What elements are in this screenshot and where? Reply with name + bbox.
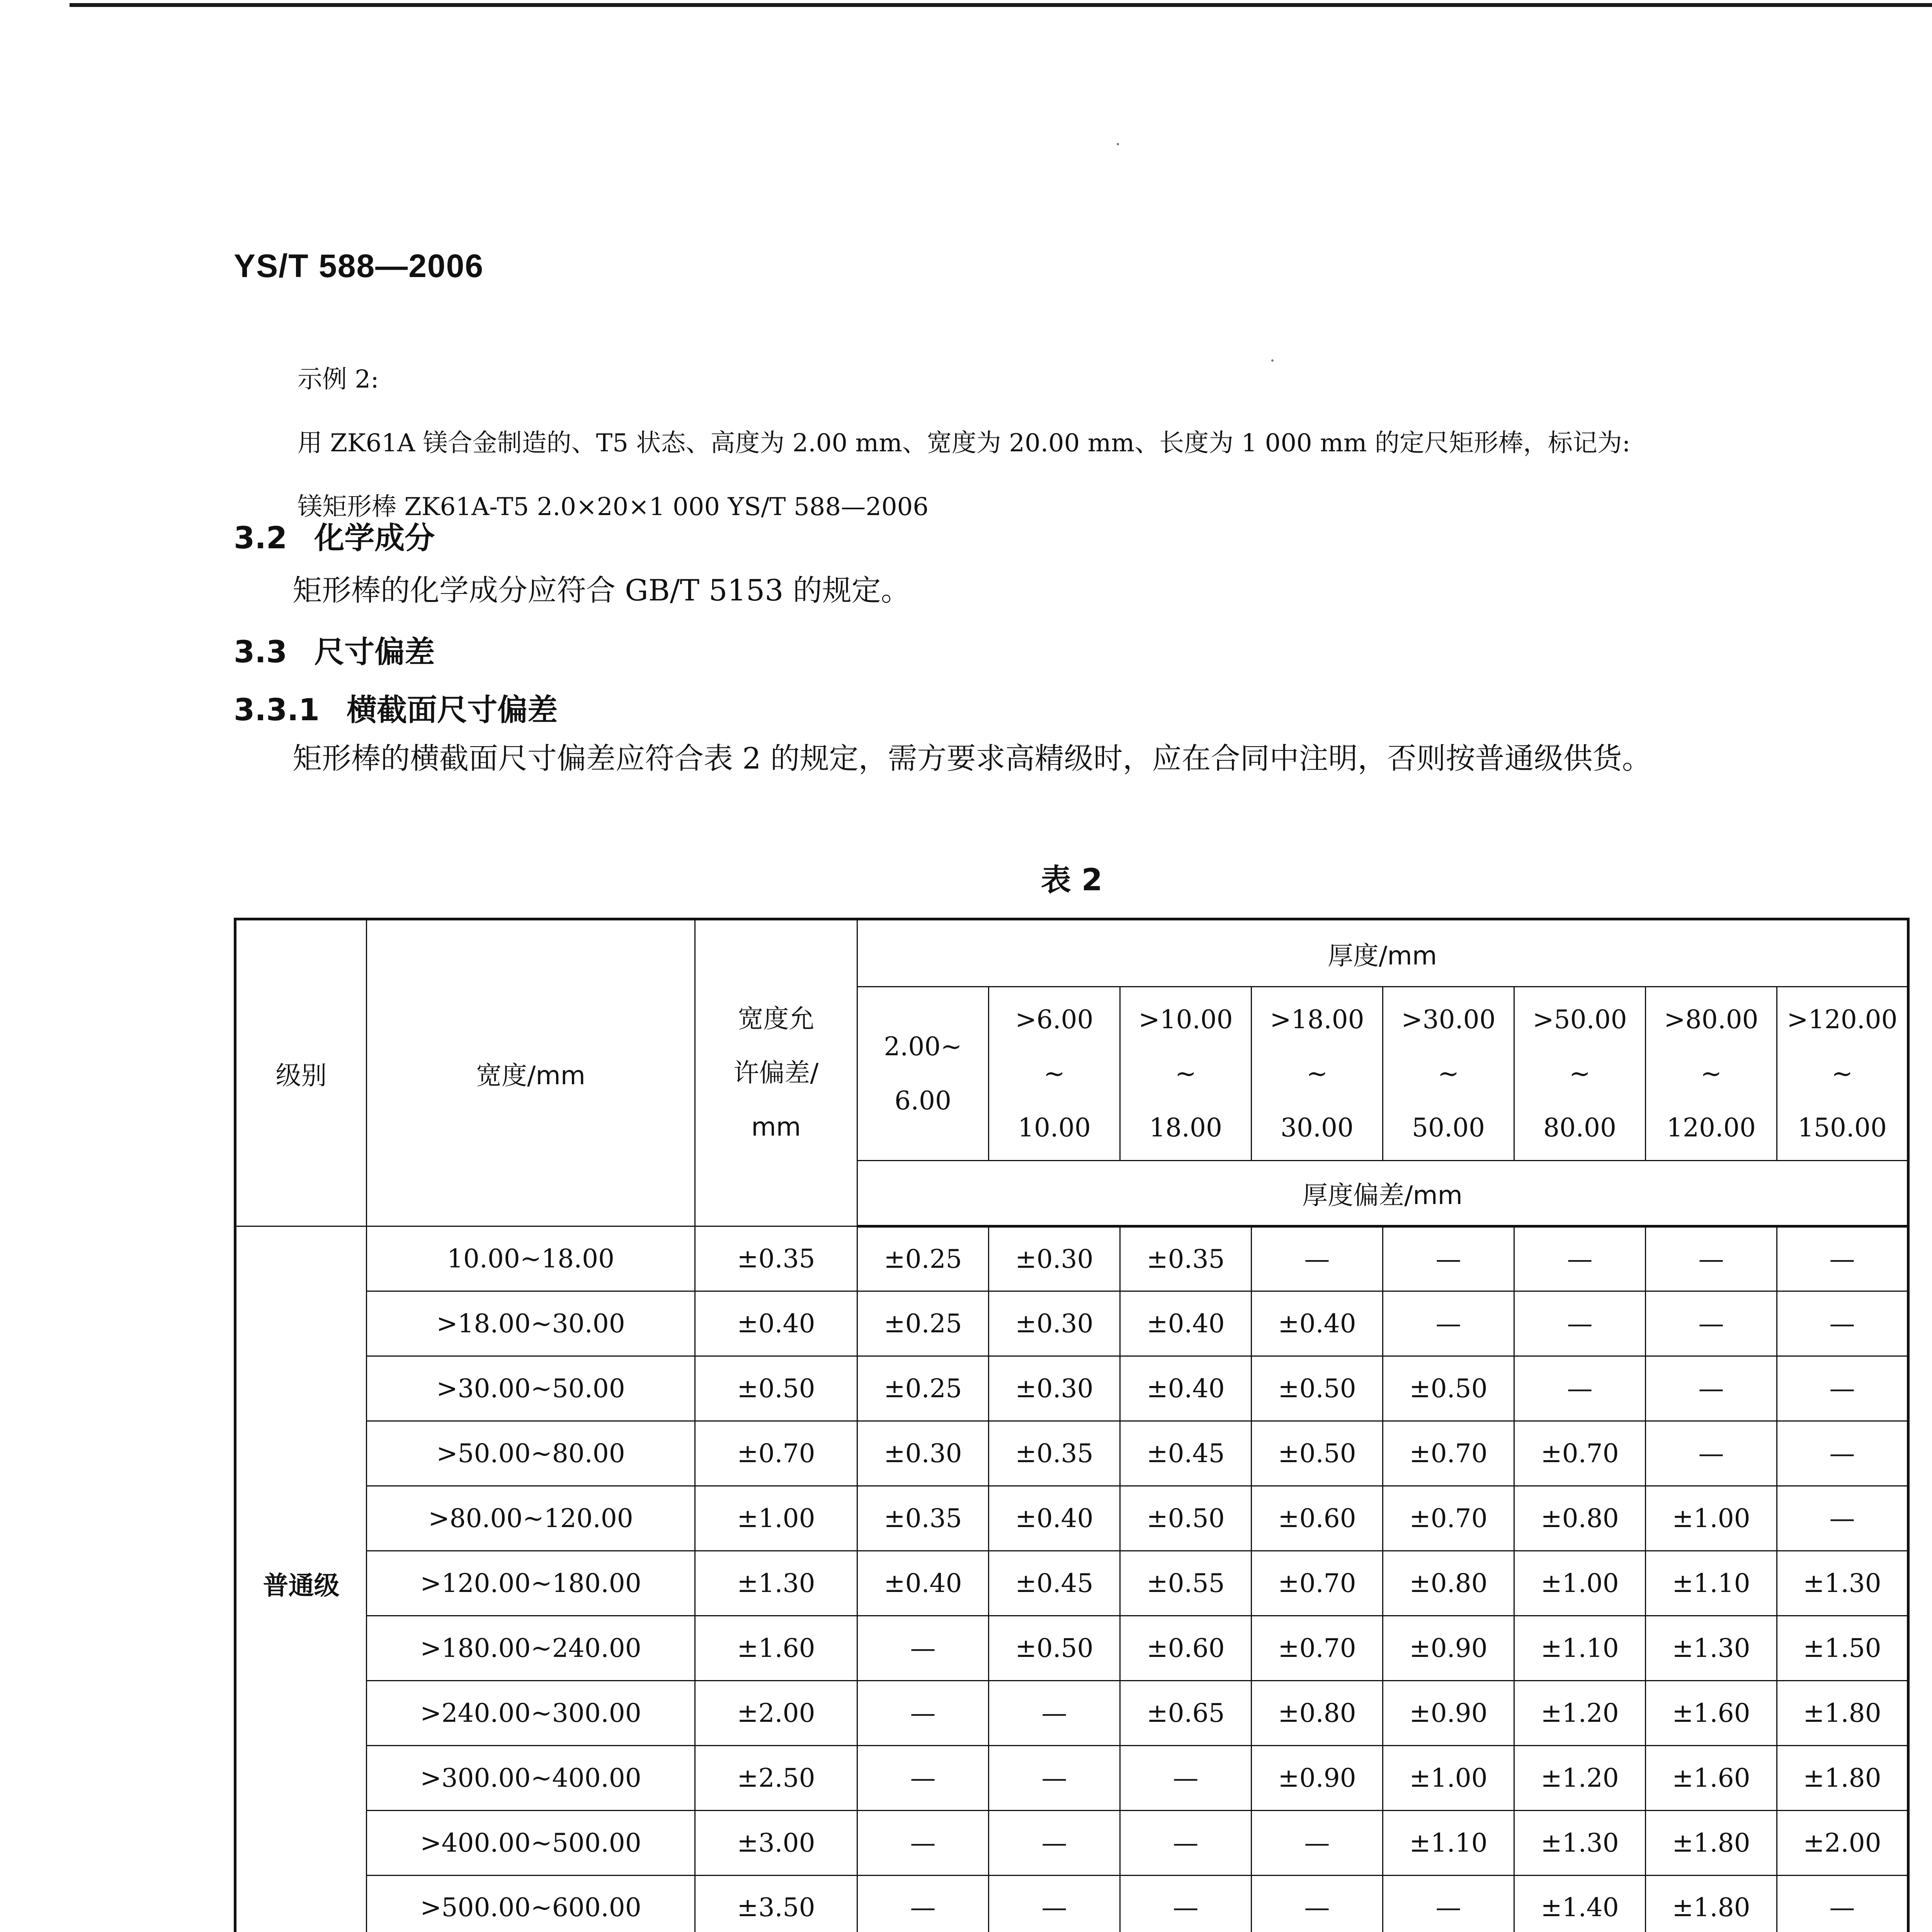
thickness-tolerance-cell: ±1.00 xyxy=(1514,1551,1646,1616)
width-range-cell: >50.00~80.00 xyxy=(367,1421,695,1486)
thickness-tolerance-cell: ±0.70 xyxy=(1514,1421,1646,1486)
section-text-3-3-1: 矩形棒的横截面尺寸偏差应符合表 2 的规定，需方要求高精级时，应在合同中注明，否则按普通级供货。 xyxy=(293,741,1651,776)
thickness-tolerance-cell: — xyxy=(857,1746,989,1811)
thickness-tolerance-cell: ±1.30 xyxy=(1514,1811,1646,1876)
scan-speck xyxy=(1271,359,1274,362)
thickness-tolerance-cell: ±0.50 xyxy=(1252,1356,1383,1421)
thickness-tolerance-cell: — xyxy=(1777,1486,1908,1551)
thickness-tolerance-cell: ±1.80 xyxy=(1777,1746,1908,1811)
thickness-tolerance-cell: ±1.30 xyxy=(1777,1551,1908,1616)
thickness-tolerance-cell: — xyxy=(1514,1356,1646,1421)
thickness-tolerance-cell: — xyxy=(857,1616,989,1681)
thickness-tolerance-cell: ±1.40 xyxy=(1514,1876,1646,1932)
header-width: 宽度/mm xyxy=(367,919,695,1226)
thickness-tolerance-cell: — xyxy=(1383,1291,1514,1356)
thickness-tolerance-cell: ±1.00 xyxy=(1383,1746,1514,1811)
header-thickness-tolerance: 厚度偏差/mm xyxy=(857,1161,1908,1226)
thickness-tolerance-cell: ±0.70 xyxy=(1252,1551,1383,1616)
thickness-tolerance-cell: ±1.10 xyxy=(1646,1551,1777,1616)
thickness-tolerance-cell: — xyxy=(1252,1876,1383,1932)
width-tolerance-cell: ±0.35 xyxy=(695,1226,857,1291)
width-range-cell: >80.00~120.00 xyxy=(367,1486,695,1551)
thickness-tolerance-cell: — xyxy=(1777,1226,1908,1291)
thickness-tolerance-cell: ±2.00 xyxy=(1777,1811,1908,1876)
thickness-tolerance-cell: — xyxy=(989,1681,1120,1746)
thickness-tolerance-cell: ±0.90 xyxy=(1383,1681,1514,1746)
example-line-2: 镁矩形棒 ZK61A-T5 2.0×20×1 000 YS/T 588—2006 xyxy=(298,493,929,521)
width-tolerance-cell: ±3.50 xyxy=(695,1876,857,1932)
range-line: ~ xyxy=(1700,1058,1722,1088)
width-range-cell: >500.00~600.00 xyxy=(367,1876,695,1932)
thickness-tolerance-cell: — xyxy=(1777,1291,1908,1356)
thickness-range-7 xyxy=(1646,987,1777,1161)
table-row xyxy=(235,1616,1908,1681)
thickness-tolerance-cell: ±0.30 xyxy=(989,1291,1120,1356)
thickness-tolerance-cell: ±0.40 xyxy=(989,1486,1120,1551)
width-range-cell: 10.00~18.00 xyxy=(367,1226,695,1291)
thickness-range-8 xyxy=(1777,987,1908,1161)
thickness-tolerance-cell: ±0.40 xyxy=(1252,1291,1383,1356)
thickness-range-5 xyxy=(1383,987,1514,1161)
thickness-tolerance-cell: — xyxy=(1777,1356,1908,1421)
thickness-tolerance-cell: ±1.80 xyxy=(1646,1811,1777,1876)
width-tolerance-cell: ±1.60 xyxy=(695,1616,857,1681)
range-line: >30.00 xyxy=(1401,1004,1496,1034)
thickness-tolerance-cell: ±0.55 xyxy=(1120,1551,1252,1616)
width-range-cell: >240.00~300.00 xyxy=(367,1681,695,1746)
thickness-tolerance-cell: ±1.60 xyxy=(1646,1681,1777,1746)
header-thickness: 厚度/mm xyxy=(857,919,1908,987)
thickness-tolerance-cell: — xyxy=(1120,1746,1252,1811)
thickness-tolerance-cell: ±0.40 xyxy=(857,1551,989,1616)
thickness-tolerance-cell: — xyxy=(1383,1876,1514,1932)
width-range-cell: >400.00~500.00 xyxy=(367,1811,695,1876)
table-row xyxy=(235,1486,1908,1551)
thickness-tolerance-cell: — xyxy=(1514,1226,1646,1291)
thickness-tolerance-cell: — xyxy=(857,1876,989,1932)
top-rule xyxy=(70,3,1932,7)
thickness-tolerance-cell: — xyxy=(1646,1421,1777,1486)
thickness-tolerance-cell: ±0.45 xyxy=(989,1551,1120,1616)
range-line: 10.00 xyxy=(1018,1112,1091,1143)
range-line: 150.00 xyxy=(1798,1112,1887,1143)
range-line: ~ xyxy=(1175,1058,1197,1088)
thickness-tolerance-cell: — xyxy=(1252,1226,1383,1291)
thickness-tolerance-cell: ±0.25 xyxy=(857,1291,989,1356)
thickness-tolerance-cell: ±0.50 xyxy=(1252,1421,1383,1486)
thickness-tolerance-cell: ±0.25 xyxy=(857,1356,989,1421)
thickness-tolerance-cell: — xyxy=(989,1876,1120,1932)
thickness-tolerance-cell: ±0.50 xyxy=(989,1616,1120,1681)
header-width-tolerance-line: 许偏差/ xyxy=(733,1058,819,1088)
range-line: ~ xyxy=(1831,1058,1853,1088)
thickness-tolerance-cell: — xyxy=(1120,1876,1252,1932)
range-line: >10.00 xyxy=(1138,1004,1233,1034)
header-grade: 级别 xyxy=(235,919,367,1226)
table-row xyxy=(235,1356,1908,1421)
scan-speck xyxy=(1117,143,1119,145)
thickness-tolerance-cell: — xyxy=(989,1811,1120,1876)
thickness-tolerance-cell: — xyxy=(1777,1421,1908,1486)
table-row xyxy=(235,1681,1908,1746)
section-text-3-2: 矩形棒的化学成分应符合 GB/T 5153 的规定。 xyxy=(293,573,910,607)
table-row xyxy=(235,1876,1908,1932)
width-tolerance-cell: ±1.00 xyxy=(695,1486,857,1551)
section-heading-3-2 xyxy=(234,514,435,557)
thickness-tolerance-cell: — xyxy=(1646,1356,1777,1421)
section-title: 尺寸偏差 xyxy=(314,635,435,670)
grade-cell: 普通级 xyxy=(235,1226,367,1932)
section-number: 3.2 xyxy=(234,521,287,556)
range-line: ~ xyxy=(1569,1058,1591,1088)
width-tolerance-cell: ±0.40 xyxy=(695,1291,857,1356)
thickness-tolerance-cell: ±0.35 xyxy=(989,1421,1120,1486)
thickness-tolerance-cell: ±1.50 xyxy=(1777,1616,1908,1681)
thickness-tolerance-cell: ±1.30 xyxy=(1646,1616,1777,1681)
thickness-tolerance-cell: — xyxy=(857,1811,989,1876)
width-range-cell: >30.00~50.00 xyxy=(367,1356,695,1421)
table-row xyxy=(235,1811,1908,1876)
thickness-tolerance-cell: ±0.30 xyxy=(989,1226,1120,1291)
range-line: 30.00 xyxy=(1281,1112,1354,1143)
thickness-tolerance-cell: ±1.00 xyxy=(1646,1486,1777,1551)
range-line: 6.00 xyxy=(895,1085,951,1116)
range-line: ~ xyxy=(1306,1058,1328,1088)
thickness-tolerance-cell: ±1.20 xyxy=(1514,1746,1646,1811)
thickness-tolerance-cell: ±0.30 xyxy=(989,1356,1120,1421)
standard-code: YS/T 588—2006 xyxy=(234,248,484,284)
thickness-tolerance-cell: ±0.25 xyxy=(857,1226,989,1291)
tolerance-table xyxy=(234,918,1910,1932)
width-tolerance-cell: ±0.70 xyxy=(695,1421,857,1486)
thickness-tolerance-cell: ±0.65 xyxy=(1120,1681,1252,1746)
thickness-tolerance-cell: ±0.90 xyxy=(1383,1616,1514,1681)
table-row xyxy=(235,1421,1908,1486)
header-width-tolerance xyxy=(695,919,857,1226)
thickness-tolerance-cell: — xyxy=(1252,1811,1383,1876)
thickness-tolerance-cell: — xyxy=(1514,1291,1646,1356)
range-line: >120.00 xyxy=(1787,1004,1898,1034)
range-line: ~ xyxy=(1437,1058,1459,1088)
thickness-tolerance-cell: ±0.70 xyxy=(1383,1486,1514,1551)
thickness-tolerance-cell: ±0.80 xyxy=(1383,1551,1514,1616)
section-number: 3.3.1 xyxy=(234,693,320,728)
width-tolerance-cell: ±2.50 xyxy=(695,1746,857,1811)
example-label: 示例 2: xyxy=(298,365,379,394)
thickness-tolerance-cell: ±0.70 xyxy=(1383,1421,1514,1486)
table-caption: 表 2 xyxy=(1041,863,1103,898)
section-title: 化学成分 xyxy=(314,521,435,556)
table-row xyxy=(235,1291,1908,1356)
thickness-tolerance-cell: ±1.60 xyxy=(1646,1746,1777,1811)
width-range-cell: >180.00~240.00 xyxy=(367,1616,695,1681)
thickness-tolerance-cell: ±0.40 xyxy=(1120,1291,1252,1356)
thickness-range-1 xyxy=(857,987,989,1161)
section-title: 横截面尺寸偏差 xyxy=(347,693,558,728)
header-width-tolerance-line: 宽度允 xyxy=(738,1004,815,1034)
example-block xyxy=(298,348,1920,539)
thickness-tolerance-cell: ±1.80 xyxy=(1646,1876,1777,1932)
thickness-tolerance-cell: ±0.50 xyxy=(1120,1486,1252,1551)
width-tolerance-cell: ±1.30 xyxy=(695,1551,857,1616)
example-line-1: 用 ZK61A 镁合金制造的、T5 状态、高度为 2.00 mm、宽度为 20.00 mm、长度为 1 000 mm 的定尺矩形棒，标记为: xyxy=(298,429,1631,457)
thickness-tolerance-cell: ±0.30 xyxy=(857,1421,989,1486)
width-range-cell: >120.00~180.00 xyxy=(367,1551,695,1616)
width-tolerance-cell: ±2.00 xyxy=(695,1681,857,1746)
thickness-tolerance-cell: ±0.90 xyxy=(1252,1746,1383,1811)
thickness-tolerance-cell: ±0.60 xyxy=(1120,1616,1252,1681)
width-range-cell: >18.00~30.00 xyxy=(367,1291,695,1356)
range-line: 2.00~ xyxy=(884,1031,962,1061)
thickness-tolerance-cell: ±0.50 xyxy=(1383,1356,1514,1421)
table-body xyxy=(235,1226,1908,1932)
range-line: >80.00 xyxy=(1664,1004,1759,1034)
range-line: 50.00 xyxy=(1412,1112,1485,1143)
width-tolerance-cell: ±3.00 xyxy=(695,1811,857,1876)
thickness-tolerance-cell: ±0.45 xyxy=(1120,1421,1252,1486)
table-row xyxy=(235,1746,1908,1811)
width-range-cell: >300.00~400.00 xyxy=(367,1746,695,1811)
thickness-tolerance-cell: — xyxy=(857,1681,989,1746)
width-tolerance-cell: ±0.50 xyxy=(695,1356,857,1421)
header-width-tolerance-line: mm xyxy=(751,1112,801,1142)
thickness-tolerance-cell: ±0.35 xyxy=(1120,1226,1252,1291)
thickness-tolerance-cell: ±1.10 xyxy=(1514,1616,1646,1681)
range-line: >50.00 xyxy=(1532,1004,1627,1034)
range-line: 80.00 xyxy=(1543,1112,1616,1143)
range-line: ~ xyxy=(1043,1058,1065,1088)
section-heading-3-3-1 xyxy=(234,686,558,729)
thickness-tolerance-cell: ±1.10 xyxy=(1383,1811,1514,1876)
thickness-range-2 xyxy=(989,987,1120,1161)
thickness-tolerance-cell: — xyxy=(1120,1811,1252,1876)
thickness-tolerance-cell: ±1.80 xyxy=(1777,1681,1908,1746)
range-line: >18.00 xyxy=(1270,1004,1364,1034)
thickness-tolerance-cell: ±1.20 xyxy=(1514,1681,1646,1746)
section-number: 3.3 xyxy=(234,635,287,670)
thickness-range-3 xyxy=(1120,987,1252,1161)
thickness-tolerance-cell: — xyxy=(1383,1226,1514,1291)
thickness-tolerance-cell: — xyxy=(1646,1226,1777,1291)
section-heading-3-3 xyxy=(234,628,435,671)
thickness-tolerance-cell: — xyxy=(1777,1876,1908,1932)
thickness-tolerance-cell: — xyxy=(1646,1291,1777,1356)
thickness-tolerance-cell: ±0.80 xyxy=(1252,1681,1383,1746)
range-line: 18.00 xyxy=(1149,1112,1222,1143)
table-row xyxy=(235,1551,1908,1616)
thickness-range-6 xyxy=(1514,987,1646,1161)
range-line: 120.00 xyxy=(1667,1112,1756,1143)
table-row xyxy=(235,1226,1908,1291)
thickness-tolerance-cell: — xyxy=(989,1746,1120,1811)
thickness-tolerance-cell: ±0.60 xyxy=(1252,1486,1383,1551)
thickness-tolerance-cell: ±0.80 xyxy=(1514,1486,1646,1551)
thickness-tolerance-cell: ±0.35 xyxy=(857,1486,989,1551)
thickness-tolerance-cell: ±0.70 xyxy=(1252,1616,1383,1681)
thickness-range-4 xyxy=(1252,987,1383,1161)
thickness-tolerance-cell: ±0.40 xyxy=(1120,1356,1252,1421)
range-line: >6.00 xyxy=(1015,1004,1094,1034)
